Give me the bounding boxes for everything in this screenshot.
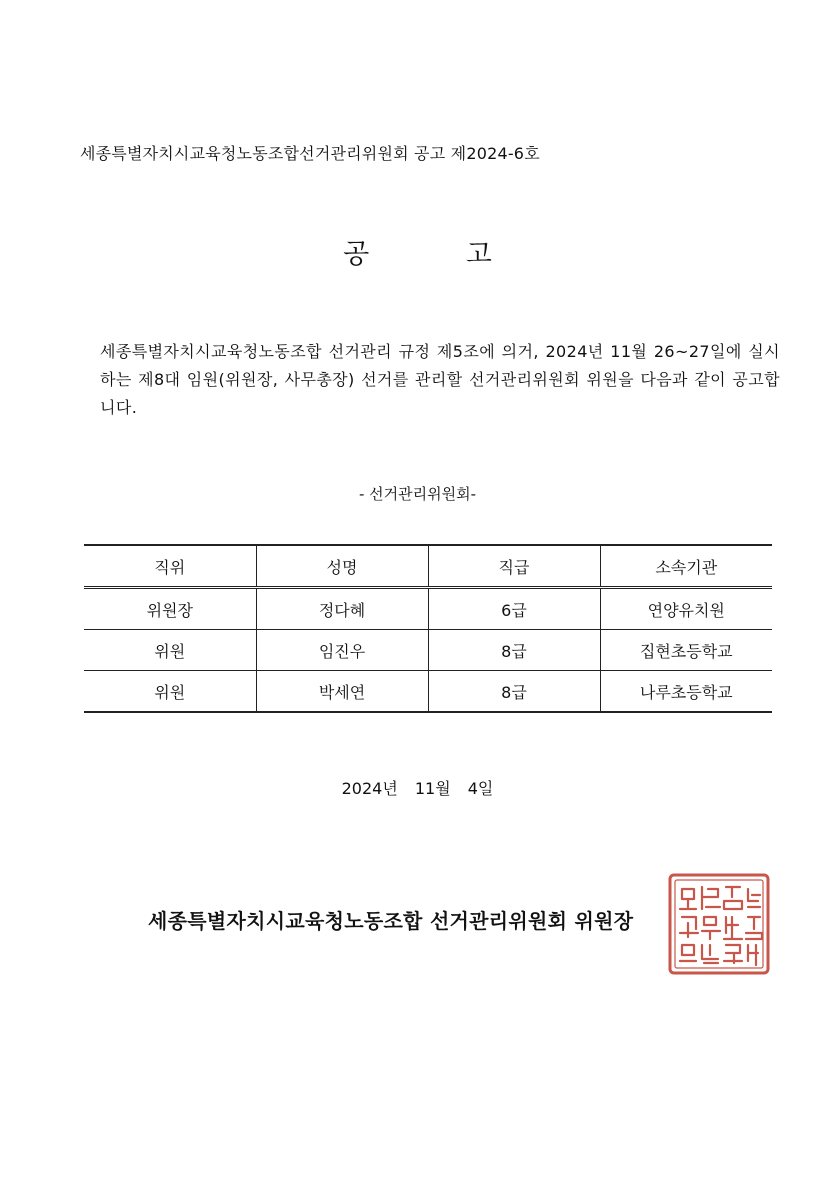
- table-row: [84, 671, 772, 713]
- cell-name: 임진우: [256, 630, 428, 671]
- cell-grade: 8급: [428, 671, 600, 713]
- cell-affiliation: 나루초등학교: [600, 671, 772, 713]
- cell-affiliation: 집현초등학교: [600, 630, 772, 671]
- column-header-grade: 직급: [428, 545, 600, 588]
- cell-position: 위원: [154, 641, 186, 661]
- announcement-date: 2024년 11월 4일: [341, 779, 494, 798]
- committee-member-table: [84, 544, 772, 713]
- document-title: 공 고: [343, 239, 492, 270]
- cell-position: 위원: [154, 682, 186, 702]
- table-row: [84, 630, 772, 671]
- signature-line: 세종특별자치시교육청노동조합 선거관리위원회 위원장: [148, 909, 634, 933]
- table-row: [84, 588, 772, 630]
- announcement-paragraph: 세종특별자치시교육청노동조합 선거관리 규정 제5조에 의거, 2024년 11월 26~27일에 실시하는 제8대 임원(위원장, 사무총장) 선거를 관리할 선거관리위원회 위원을 다음과 같이 공고합니다.: [100, 342, 780, 417]
- cell-grade: 6급: [428, 588, 600, 630]
- cell-grade: 8급: [428, 630, 600, 671]
- cell-affiliation: 연양유치원: [600, 588, 772, 630]
- section-label: - 선거관리위원회-: [358, 485, 477, 503]
- cell-position: 위원장: [146, 600, 193, 620]
- column-header-position: 직위: [154, 557, 186, 577]
- cell-name: 정다혜: [256, 588, 428, 630]
- official-seal-icon: [666, 871, 772, 977]
- table-header-row: [84, 545, 772, 588]
- cell-name: 박세연: [256, 671, 428, 713]
- column-header-affiliation: 소속기관: [600, 545, 772, 588]
- column-header-name: 성명: [256, 545, 428, 588]
- announcement-number: 세종특별자치시교육청노동조합선거관리위원회 공고 제2024-6호: [80, 144, 540, 163]
